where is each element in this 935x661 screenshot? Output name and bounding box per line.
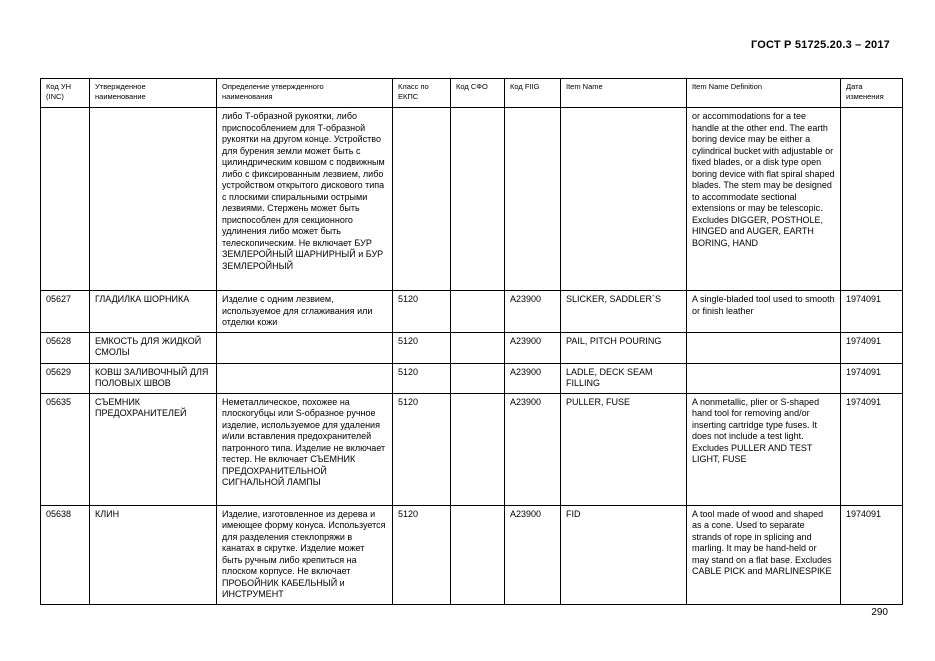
sfo-code-cell <box>451 108 505 291</box>
item-name-cell: PULLER, FUSE <box>561 393 687 505</box>
col-item-name-header: Item Name <box>561 79 687 108</box>
col-def-en-header: Item Name Definition <box>687 79 841 108</box>
item-definition-cell: A tool made of wood and shaped as a cone. Used to separate strands of rope in splicing and marling. It may be hand-held or may stand on a flat base. Excludes CABLE PICK and MARLINESPIKE <box>687 505 841 604</box>
inc-cell: 05629 <box>41 363 90 393</box>
name-ru-cell: КЛИН <box>90 505 217 604</box>
inc-cell: 05628 <box>41 332 90 363</box>
definition-ru-cell: Неметаллическое, похожее на плоскогубцы или S-образное ручное изделие, используемое для удаления и/или вставления предохранителей патронного типа. Изделие не включает тестер. Не включает СЪЕМНИК ПРЕДОХРАНИТЕЛЬНОЙ СИГНАЛЬНОЙ ЛАМПЫ <box>217 393 393 505</box>
change-date-cell: 1974091 <box>841 393 903 505</box>
change-date-cell: 1974091 <box>841 291 903 333</box>
fiig-code-cell: A23900 <box>505 363 561 393</box>
table-body <box>41 108 903 605</box>
name-ru-cell: СЪЕМНИК ПРЕДОХРАНИТЕЛЕЙ <box>90 393 217 505</box>
definition-ru-cell <box>217 363 393 393</box>
item-definition-cell <box>687 332 841 363</box>
item-definition-cell: A single-bladed tool used to smooth or finish leather <box>687 291 841 333</box>
col-date-header: Дата изменения <box>841 79 903 108</box>
table-row <box>41 291 903 333</box>
inc-cell: 05627 <box>41 291 90 333</box>
sfo-code-cell <box>451 291 505 333</box>
item-definition-cell <box>687 363 841 393</box>
item-name-cell: FID <box>561 505 687 604</box>
item-definition-cell: A nonmetallic, plier or S-shaped hand tool for removing and/or inserting cartridge type fuses. It does not include a test light. Excludes PULLER AND TEST LIGHT, FUSE <box>687 393 841 505</box>
item-name-cell: SLICKER, SADDLER`S <box>561 291 687 333</box>
name-ru-cell: КОВШ ЗАЛИВОЧНЫЙ ДЛЯ ПОЛОВЫХ ШВОВ <box>90 363 217 393</box>
definition-ru-cell: либо Т-образной рукоятки, либо приспособлением для Т-образной рукоятки на другом конце. Устройство для бурения земли может быть с цилиндрическим ковшом с подвижным либо с фиксированным лезвием, либо устройством открытого дискового типа с плоскими спиральными острыми лезвиями. Стержень может быть приспособлен для секционного удлинения либо может быть телескопическим. Не включает БУР ЗЕМЛЕРОЙНЫЙ ШАРНИРНЫЙ и БУР ЗЕМЛЕРОЙНЫЙ <box>217 108 393 291</box>
item-definition-cell: or accommodations for a tee handle at the other end. The earth boring device may be either a cylindrical bucket with adjustable or fixed blades, or a disk type open boring device with flat spiral shaped blades. The stem may be designed to accommodate sectional extensions or may be telescopic. Excludes DIGGER, POSTHOLE, HINGED and AUGER, EARTH BORING, HAND <box>687 108 841 291</box>
sfo-code-cell <box>451 505 505 604</box>
change-date-cell: 1974091 <box>841 363 903 393</box>
change-date-cell: 1974091 <box>841 505 903 604</box>
fiig-code-cell: A23900 <box>505 332 561 363</box>
sfo-code-cell <box>451 363 505 393</box>
item-name-cell <box>561 108 687 291</box>
ekps-class-cell: 5120 <box>393 363 451 393</box>
item-name-cell: LADLE, DECK SEAM FILLING <box>561 363 687 393</box>
fiig-code-cell: A23900 <box>505 393 561 505</box>
table-row <box>41 332 903 363</box>
table-row <box>41 505 903 604</box>
ekps-class-cell: 5120 <box>393 291 451 333</box>
change-date-cell <box>841 108 903 291</box>
inc-cell: 05638 <box>41 505 90 604</box>
classification-table <box>40 78 903 605</box>
ekps-class-cell: 5120 <box>393 393 451 505</box>
col-def-ru-header: Определение утвержденного наименования <box>217 79 393 108</box>
standard-designation: ГОСТ Р 51725.20.3 – 2017 <box>750 39 890 51</box>
table-row <box>41 363 903 393</box>
col-name-ru-header: Утвержденное наименование <box>90 79 217 108</box>
sfo-code-cell <box>451 332 505 363</box>
fiig-code-cell <box>505 108 561 291</box>
fiig-code-cell: A23900 <box>505 505 561 604</box>
definition-ru-cell: Изделие с одним лезвием, используемое для сглаживания или отделки кожи <box>217 291 393 333</box>
definition-ru-cell <box>217 332 393 363</box>
col-fiig-header: Код FIIG <box>505 79 561 108</box>
ekps-class-cell: 5120 <box>393 332 451 363</box>
table-row <box>41 108 903 291</box>
fiig-code-cell: A23900 <box>505 291 561 333</box>
change-date-cell: 1974091 <box>841 332 903 363</box>
ekps-class-cell <box>393 108 451 291</box>
item-name-cell: PAIL, PITCH POURING <box>561 332 687 363</box>
name-ru-cell <box>90 108 217 291</box>
col-ekps-header: Класс по ЕКПС <box>393 79 451 108</box>
sfo-code-cell <box>451 393 505 505</box>
page-number: 290 <box>871 607 888 618</box>
definition-ru-cell: Изделие, изготовленное из дерева и имеющее форму конуса. Используется для разделения стеклопряжи в канатах в скрутке. Изделие может быть ручным либо крепиться на плоском корпусе. Не включает ПРОБОЙНИК КАБЕЛЬНЫЙ и ИНСТРУМЕНТ <box>217 505 393 604</box>
inc-cell <box>41 108 90 291</box>
name-ru-cell: ЕМКОСТЬ ДЛЯ ЖИДКОЙ СМОЛЫ <box>90 332 217 363</box>
ekps-class-cell: 5120 <box>393 505 451 604</box>
inc-cell: 05635 <box>41 393 90 505</box>
table-row <box>41 393 903 505</box>
col-inc-header: Код УН (INC) <box>41 79 90 108</box>
table-header-row <box>41 79 903 108</box>
col-sfo-header: Код СФО <box>451 79 505 108</box>
name-ru-cell: ГЛАДИЛКА ШОРНИКА <box>90 291 217 333</box>
